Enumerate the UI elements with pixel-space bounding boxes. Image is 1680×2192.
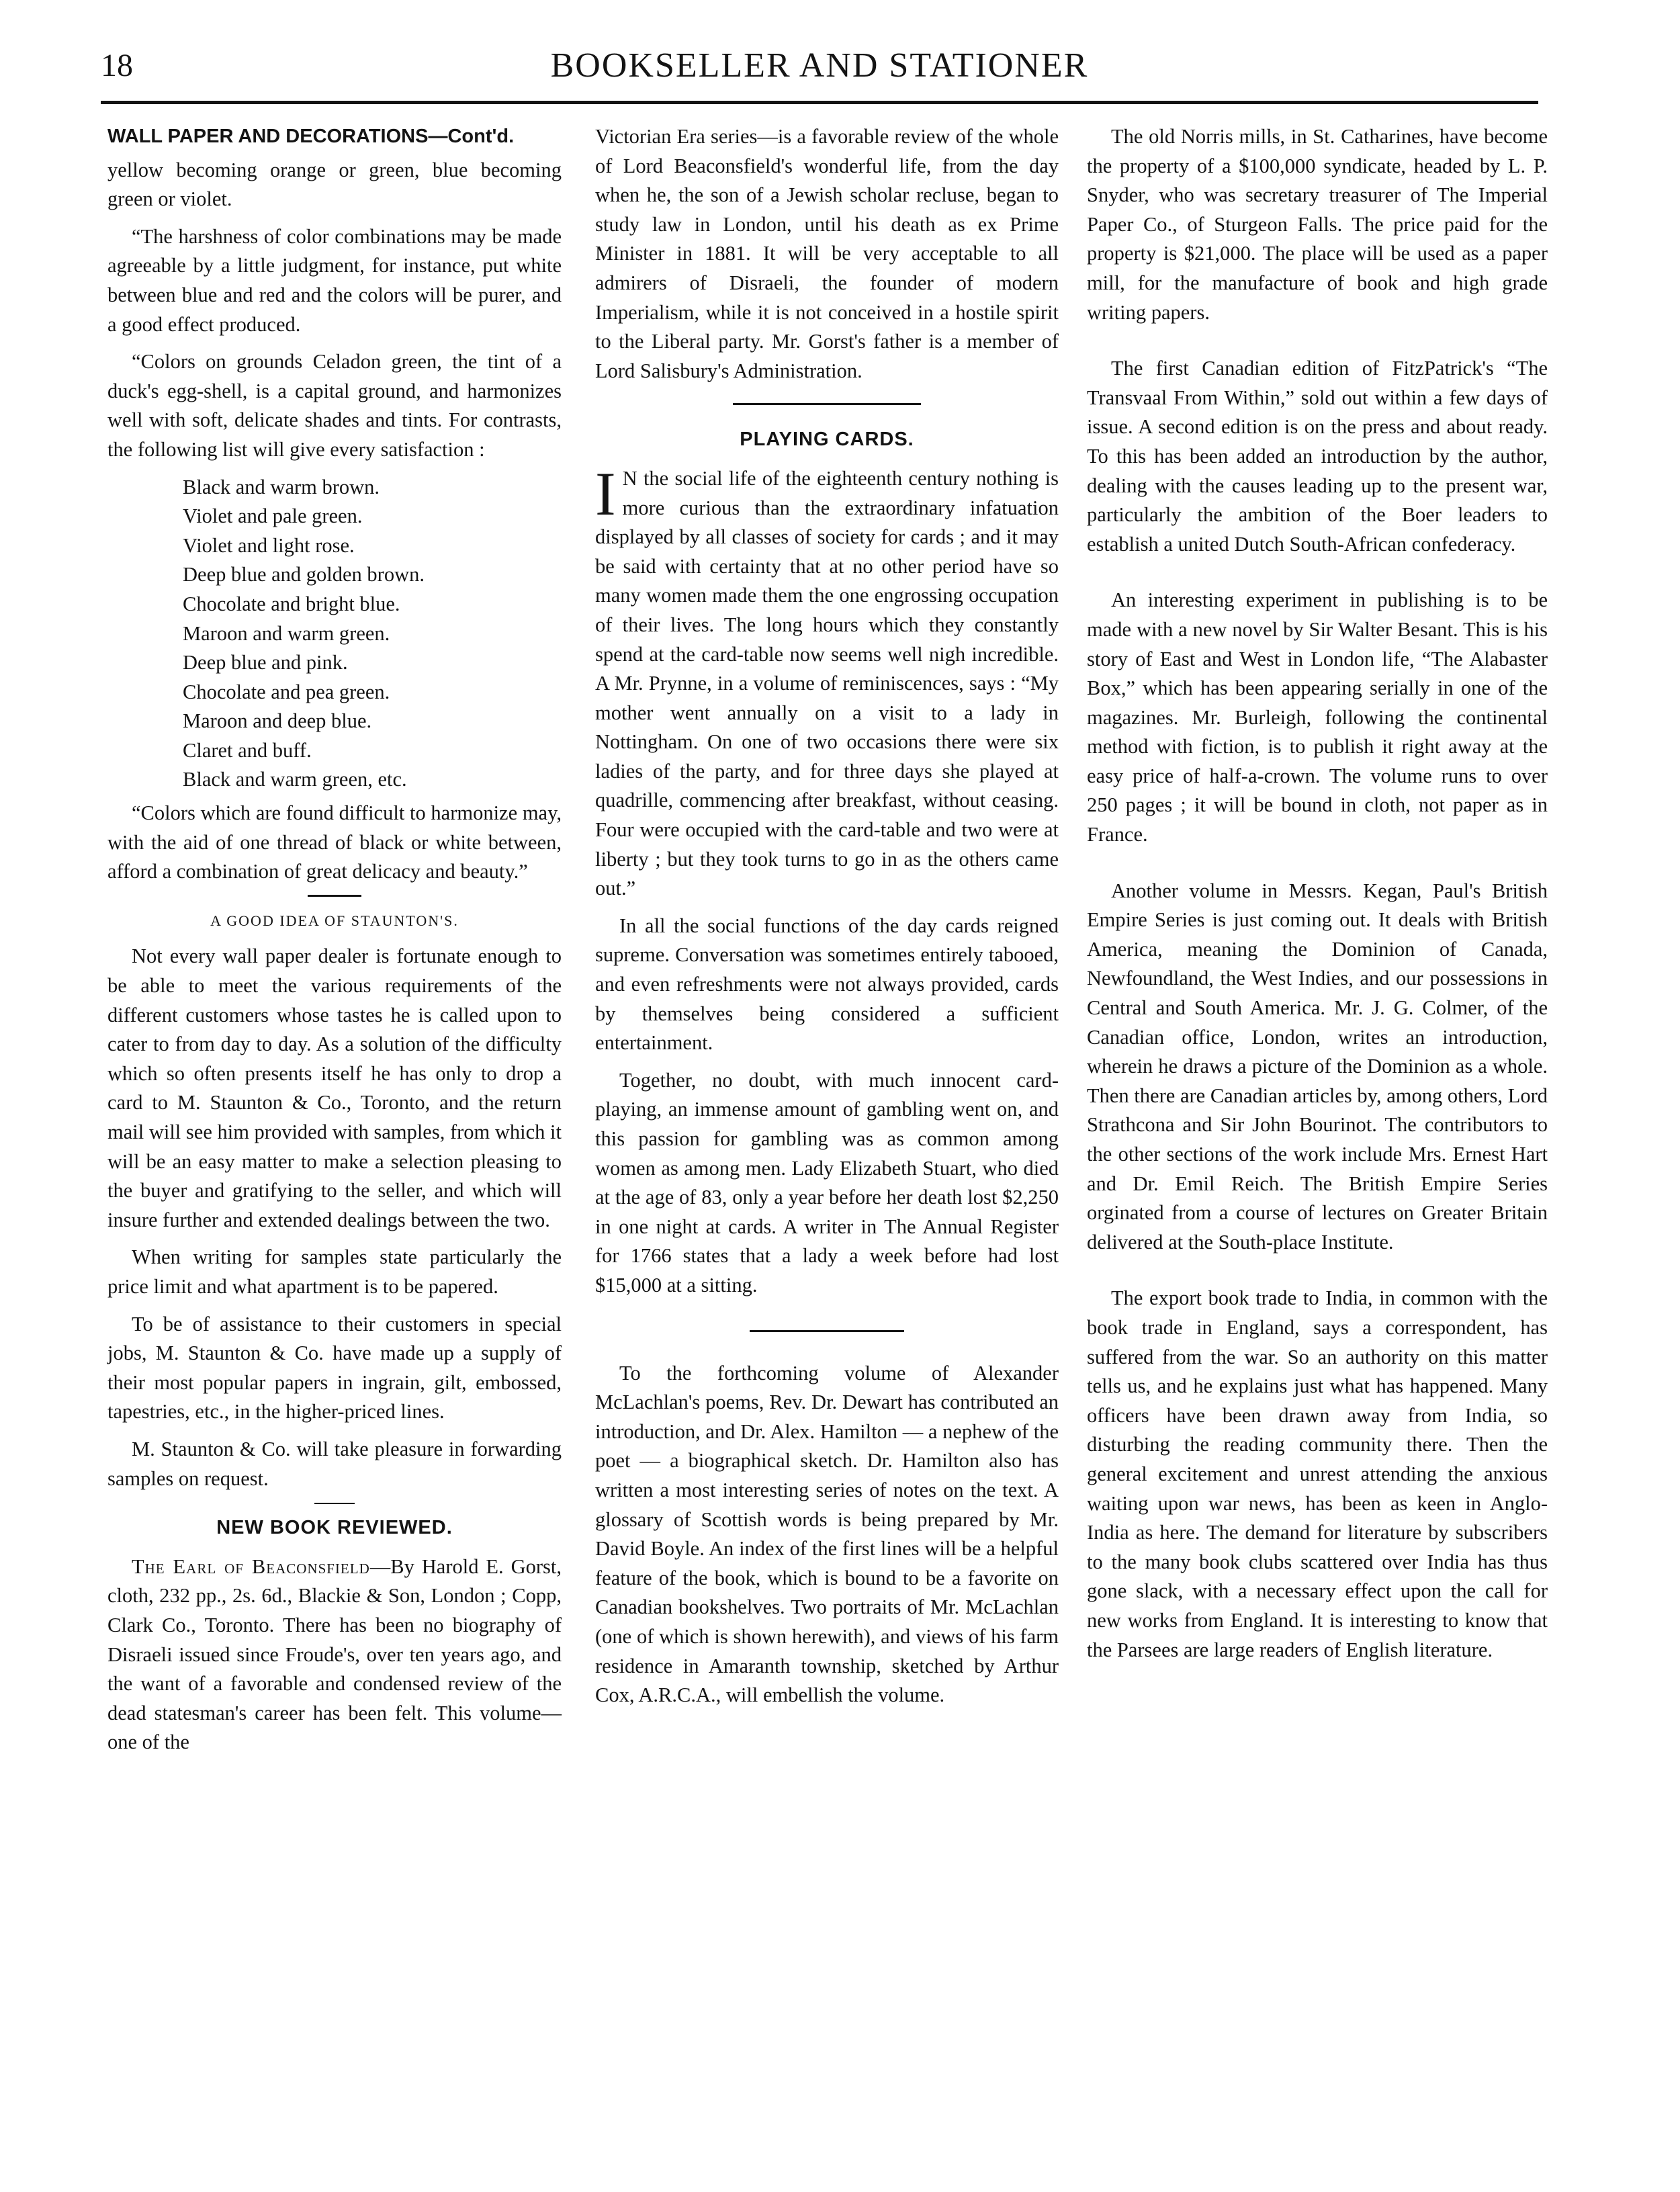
page-header	[101, 47, 1538, 107]
header-rule	[101, 101, 1538, 104]
list-item: Black and warm brown.	[183, 475, 380, 498]
paragraph: To be of assistance to their customers in special jobs, M. Staunton & Co. have made up a supply of their most popular papers in ingrain, gilt, embossed, tapestries, etc., in the higher-priced lines.	[107, 1312, 562, 1423]
review-text: —By Harold E. Gorst, cloth, 232 pp., 2s. 6d., Blackie & Son, London ; Copp, Clark Co., Toronto. There has been no biography of Disraeli issued since Froude's, over ten years ago, and the want of a favorable and condensed review of the dead statesman's career has been felt. This volume—one of the	[107, 1554, 562, 1754]
list-item: Maroon and deep blue.	[183, 709, 372, 733]
page-title: BOOKSELLER AND STATIONER	[550, 46, 1089, 85]
divider	[308, 895, 361, 897]
divider	[733, 403, 921, 405]
list-item: Black and warm green, etc.	[183, 768, 407, 791]
paragraph: Another volume in Messrs. Kegan, Paul's British Empire Series is just coming out. It deals with British America, meaning the Dominion of Canada, Newfoundland, the West Indies, and our possessions in Central and South America. Mr. J. G. Colmer, of the Canadian office, London, writes an introduction, wherein he draws a picture of the Dominion as a whole. Then there are Canadian articles by, among others, Lord Strathcona and Sir John Bourinot. The contributors to the other sections of the work include Mrs. Ernest Hart and Dr. Emil Reich. The British Empire Series orginated from a course of lectures on Greater Britain delivered at the South-place Institute.	[1087, 879, 1548, 1254]
list-item: Chocolate and pea green.	[183, 680, 390, 703]
list-item: Maroon and warm green.	[183, 621, 390, 645]
list-item: Chocolate and bright blue.	[183, 592, 400, 615]
paragraph: The old Norris mills, in St. Catharines, have become the property of a $100,000 syndicate, headed by L. P. Snyder, who was secretary treasurer of The Imperial Paper Co., of Sturgeon Falls. The price paid for the property is $21,000. The place will be used as a paper mill, for the manufacture of book and high grade writing papers.	[1087, 125, 1548, 324]
list-item: Claret and buff.	[183, 738, 312, 762]
divider	[314, 1503, 355, 1504]
paragraph: The export book trade to India, in common with the book trade in England, says a correspondent, has suffered from the war. So an authority on this matter tells us, and he explains just what has happened. Many officers have been drawn away from India, so disturbing the reading community there. Then the general excitement and unrest attending the anxious waiting upon war news, has been as keen in Anglo-India as here. The demand for literature by subscribers to the many book clubs scattered over India has thus gone slack, with a necessary effect upon the call for new works from England. It is interesting to know that the Parsees are large readers of English literature.	[1087, 1286, 1548, 1661]
paragraph: Together, no doubt, with much innocent card-playing, an immense amount of gambling went on, and this passion for gambling was as common among women as among men. Lady Elizabeth Stuart, who died at the age of 83, only a year before her death lost $2,250 in one night at cards. A writer in The Annual Register for 1766 states that a lady a week before had lost $15,000 at a sitting.	[595, 1068, 1059, 1297]
review-book-title: The Earl of Beaconsfield	[132, 1554, 370, 1578]
paragraph-text: N the social life of the eighteenth century nothing is more curious than the extraordinary infatuation displayed by all classes of society for cards ; and it may be said with certainty that at no other period have so many women made them the one engrossing occupation of their lives. The long hours which they constantly spend at the card-table now seems well nigh incredible. A Mr. Prynne, in a volume of reminiscences, says : “My mother went annually on a visit to a lady in Nottingham. On one of two occasions there were six ladies of the party, and for three days she played at quadrille, commencing after breakfast, without ceasing. Four were occupied with the card-table and two were at liberty ; but they took turns to go in as the others came out.”	[595, 466, 1059, 900]
paragraph: “Colors which are found difficult to harmonize may, with the aid of one thread of black or white between, afford a combination of great delicacy and beauty.”	[107, 801, 562, 883]
list-item: Violet and pale green.	[183, 505, 363, 528]
paragraph: An interesting experiment in publishing is to be made with a new novel by Sir Walter Besant. This is his story of East and West in London life, “The Alabaster Box,” which has been appearing serially in one of the magazines. Mr. Burleigh, following the continental method with fiction, is to publish it right away at the easy price of half-a-crown. The volume runs to over 250 pages ; it will be bound in cloth, not paper as in France.	[1087, 588, 1548, 846]
column-2	[595, 122, 1059, 1718]
paragraph: In all the social functions of the day cards reigned supreme. Conversation was sometimes entirely tabooed, and even refreshments were not always provided, cards by themselves being considered a sufficient entertainment.	[595, 914, 1059, 1055]
divider	[750, 1330, 904, 1332]
paragraph: “The harshness of color combinations may be made agreeable by a little judgment, for instance, put white between blue and red and the colors will be purer, and a good effect produced.	[107, 224, 562, 336]
paragraph: Victorian Era series—is a favorable review of the whole of Lord Beaconsfield's wonderful life, from the day when he, the son of a Jewish scholar recluse, began to study law in London, until his death as ex Prime Minister in 1881. It will be very acceptable to all admirers of Disraeli, the founder of modern Imperialism, while it is not conceived in a hostile spirit to the Liberal party. Mr. Gorst's father is a member of Lord Salisbury's Administration.	[595, 125, 1059, 382]
sub-heading-staunton: A GOOD IDEA OF STAUNTON'S.	[210, 912, 459, 929]
paragraph-review	[107, 1552, 562, 1757]
paragraph: M. Staunton & Co. will take pleasure in forwarding samples on request.	[107, 1437, 562, 1490]
list-item: Deep blue and golden brown.	[183, 563, 425, 586]
page-number: 18	[101, 48, 133, 83]
section-heading-new-book: NEW BOOK REVIEWED.	[216, 1517, 453, 1539]
column-1	[107, 122, 562, 1765]
section-heading-wall-paper: WALL PAPER AND DECORATIONS—Cont'd.	[107, 126, 515, 147]
color-combination-list	[107, 473, 562, 795]
paragraph: The first Canadian edition of FitzPatrick's “The Transvaal From Within,” sold out within a few days of issue. A second edition is on the press and about ready. To this has been added an introduction by the author, dealing with the causes leading up to the present war, particularly the ambition of the Boer leaders to establish a united Dutch South-African confederacy.	[1087, 357, 1548, 556]
list-item: Violet and light rose.	[183, 533, 355, 557]
list-item: Deep blue and pink.	[183, 651, 348, 674]
paragraph: Not every wall paper dealer is fortunate enough to be able to meet the various requirements of the different customers whose tastes he is called upon to cater to from day to day. As a solution of the difficulty which so often presents itself he has only to drop a card to M. Staunton & Co., Toronto, and the return mail will see him provided with samples, from which it will be an easy matter to make a selection pleasing to the buyer and gratifying to the seller, and which will insure further and extended dealings between the two.	[107, 945, 562, 1231]
paragraph: To the forthcoming volume of Alexander McLachlan's poems, Rev. Dr. Dewart has contributed an introduction, and Dr. Alex. Hamilton — a nephew of the poet — a biographical sketch. Dr. Hamilton also has written a most interesting series of notes on the text. A glossary of Scottish words is being prepared by Mr. David Boyle. An index of the first lines will be a helpful feature of the book, which is bound to be a favorite on Canadian bookshelves. Two portraits of Mr. McLachlan (one of which is shown herewith), and views of his farm residence in Amaranth township, sketched by Arthur Cox, A.R.C.A., will embellish the volume.	[595, 1361, 1059, 1707]
paragraph: When writing for samples state particularly the price limit and what apartment is to be papered.	[107, 1245, 562, 1298]
paragraph	[595, 459, 1059, 904]
drop-cap: I	[595, 459, 616, 528]
paragraph: yellow becoming orange or green, blue becoming green or violet.	[107, 158, 562, 211]
section-heading-playing-cards: PLAYING CARDS.	[740, 429, 914, 451]
column-3	[1087, 122, 1548, 1673]
paragraph: “Colors on grounds Celadon green, the tint of a duck's egg-shell, is a capital ground, and harmonizes well with soft, delicate shades and tints. For contrasts, the following list will give every satisfaction :	[107, 350, 562, 461]
